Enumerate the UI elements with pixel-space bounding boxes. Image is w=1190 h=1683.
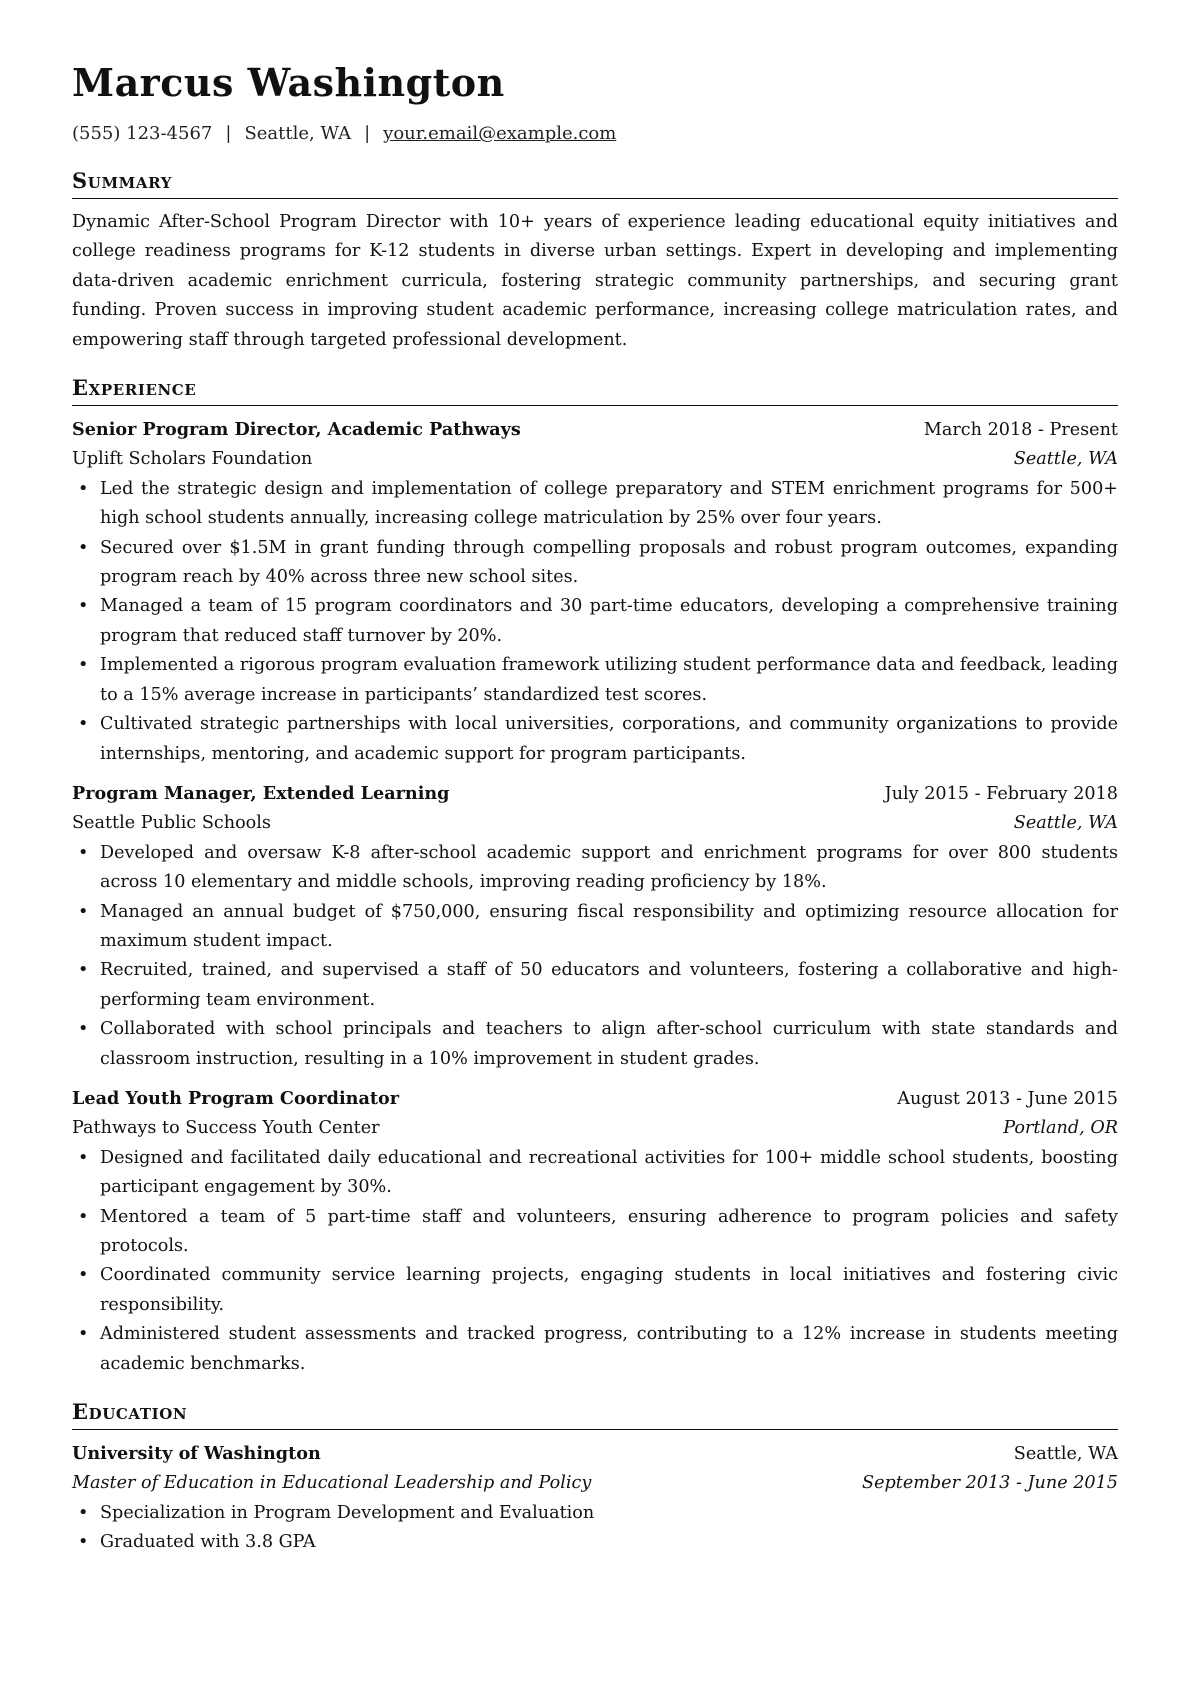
job-location: Portland, OR: [1003, 1118, 1118, 1139]
job-header: [72, 779, 1118, 809]
email-link[interactable]: your.email@example.com: [383, 123, 617, 144]
summary-heading: Summary: [72, 168, 1118, 199]
degree-name: Master of Education in Educational Leadership and Policy: [72, 1473, 592, 1494]
job-location: Seattle, WA: [1013, 449, 1118, 470]
contact-line: [72, 122, 1118, 146]
list-item: • Collaborated with school principals and teachers to align after-school curriculum with state standards and classroom instruction, resulting in a 10% improvement in student grades.: [72, 1015, 1118, 1074]
education-bullets: [72, 1499, 1118, 1558]
education-header: [72, 1439, 1118, 1469]
list-item: • Coordinated community service learning projects, engaging students in local initiatives and fostering civic responsibility.: [72, 1261, 1118, 1320]
job-entry: [72, 1084, 1118, 1379]
summary-text: Dynamic After-School Program Director with 10+ years of experience leading educational equity initiatives and college readiness programs for K-12 students in diverse urban settings. Expert in developing and implementing data-driven academic enrichment curricula, fostering strategic community partnerships, and securing grant funding. Proven success in improving student academic performance, increasing college matriculation rates, and empowering staff through targeted professional development.: [72, 212, 1118, 350]
summary-section: [72, 168, 1118, 355]
job-organization: Seattle Public Schools: [72, 813, 271, 834]
list-item: • Recruited, trained, and supervised a staff of 50 educators and volunteers, fostering a collaborative and high-performing team environment.: [72, 956, 1118, 1015]
job-organization: Uplift Scholars Foundation: [72, 449, 313, 470]
list-item: • Administered student assessments and tracked progress, contributing to a 12% increase in students meeting academic benchmarks.: [72, 1320, 1118, 1379]
list-item: • Managed a team of 15 program coordinators and 30 part-time educators, developing a comprehensive training program that reduced staff turnover by 20%.: [72, 592, 1118, 651]
candidate-name: Marcus Washington: [72, 60, 505, 105]
job-subheader: [72, 1114, 1118, 1143]
experience-section: [72, 375, 1118, 1379]
job-bullets: [72, 839, 1118, 1074]
education-subheader: [72, 1469, 1118, 1498]
school-location: Seattle, WA: [1013, 1444, 1118, 1465]
education-entry: [72, 1439, 1118, 1558]
education-heading: Education: [72, 1399, 1118, 1430]
job-bullets: [72, 475, 1118, 769]
job-bullets: [72, 1144, 1118, 1379]
contact-location: Seattle, WA: [244, 123, 352, 144]
list-item: • Mentored a team of 5 part-time staff and volunteers, ensuring adherence to program policies and safety protocols.: [72, 1203, 1118, 1262]
list-item: • Secured over $1.5M in grant funding through compelling proposals and robust program outcomes, expanding program reach by 40% across three new school sites.: [72, 534, 1118, 593]
job-location: Seattle, WA: [1013, 813, 1118, 834]
job-title: Lead Youth Program Coordinator: [72, 1087, 399, 1109]
job-subheader: [72, 445, 1118, 474]
job-dates: July 2015 - February 2018: [884, 783, 1118, 804]
contact-separator: |: [225, 123, 232, 144]
list-item: • Managed an annual budget of $750,000, ensuring fiscal responsibility and optimizing resource allocation for maximum student impact.: [72, 898, 1118, 957]
job-organization: Pathways to Success Youth Center: [72, 1118, 380, 1139]
education-section: [72, 1399, 1118, 1558]
phone-number: (555) 123-4567: [72, 123, 213, 144]
list-item: • Led the strategic design and implementation of college preparatory and STEM enrichment programs for 500+ high school students annually, increasing college matriculation by 25% over four years.: [72, 475, 1118, 534]
list-item: • Cultivated strategic partnerships with local universities, corporations, and community organizations to provide internships, mentoring, and academic support for program participants.: [72, 710, 1118, 769]
experience-heading: Experience: [72, 375, 1118, 406]
job-header: [72, 1084, 1118, 1114]
job-title: Program Manager, Extended Learning: [72, 782, 450, 804]
job-entry: [72, 779, 1118, 1074]
list-item: • Specialization in Program Development and Evaluation: [72, 1499, 1118, 1528]
job-dates: March 2018 - Present: [923, 420, 1118, 441]
contact-separator: |: [364, 123, 371, 144]
education-dates: September 2013 - June 2015: [862, 1473, 1118, 1494]
list-item: • Graduated with 3.8 GPA: [72, 1528, 1118, 1557]
list-item: • Implemented a rigorous program evaluation framework utilizing student performance data and feedback, leading to a 15% average increase in participants’ standardized test scores.: [72, 651, 1118, 710]
list-item: • Designed and facilitated daily educational and recreational activities for 100+ middle school students, boosting participant engagement by 30%.: [72, 1144, 1118, 1203]
job-entry: [72, 415, 1118, 769]
school-name: University of Washington: [72, 1443, 321, 1465]
job-subheader: [72, 809, 1118, 838]
job-header: [72, 415, 1118, 445]
list-item: • Developed and oversaw K-8 after-school academic support and enrichment programs for over 800 students across 10 elementary and middle schools, improving reading proficiency by 18%.: [72, 839, 1118, 898]
job-title: Senior Program Director, Academic Pathways: [72, 419, 521, 441]
job-dates: August 2013 - June 2015: [897, 1088, 1118, 1109]
